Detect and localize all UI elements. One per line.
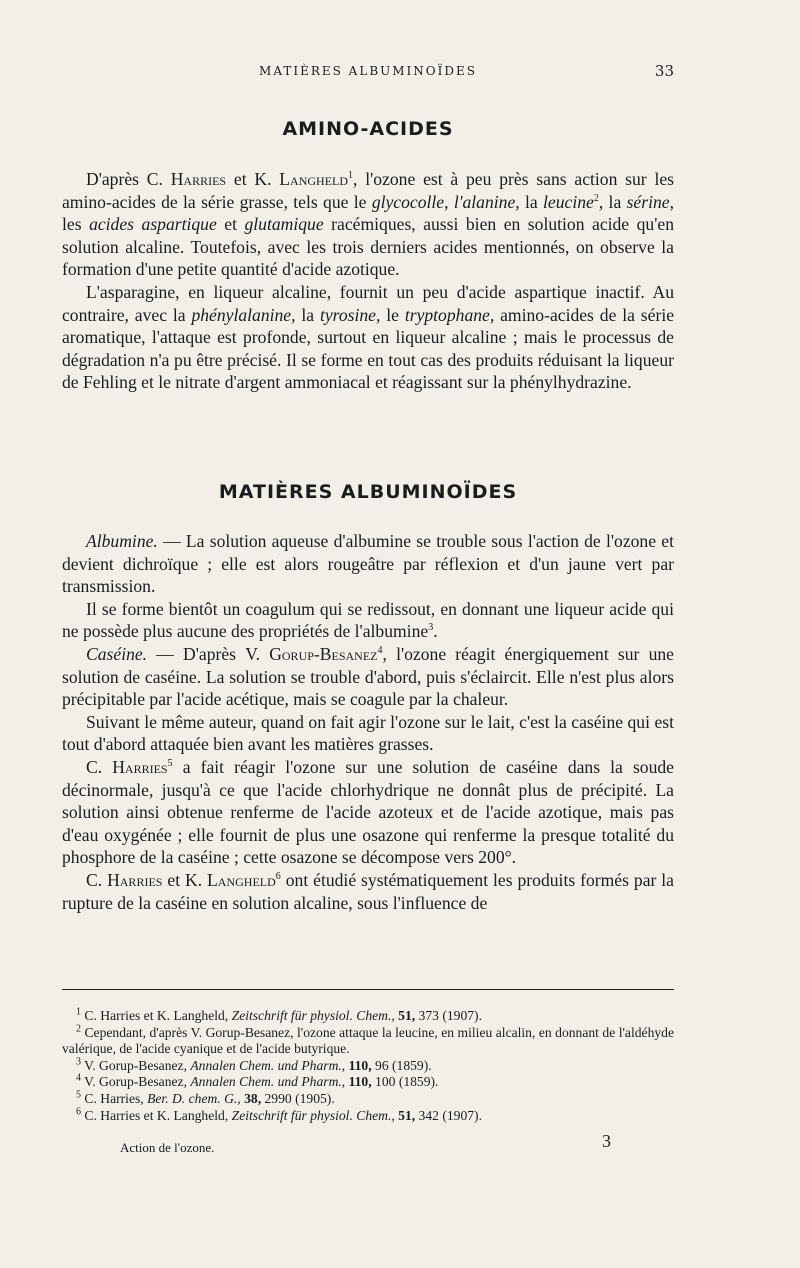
- paragraph: Caséine. — D'après V. Gorup-Besanez$^4$, l'ozone réagit énergiquement sur une solution de caséine. La solution se trouble d'abord, puis s'éclaircit. Elle n'est plus alors précipitable par l'acide acétique, mais se coagule par la chaleur.: [62, 643, 674, 710]
- footnote: $^3$ V. Gorup-Besanez, Annalen Chem. und Pharm., 110, 96 (1859).: [76, 1056, 432, 1073]
- footer-label: Action de l'ozone.: [120, 1140, 215, 1155]
- footnote-rule: [62, 989, 674, 990]
- signature-mark: 3: [602, 1131, 611, 1151]
- paragraph: Il se forme bientôt un coagulum qui se redissout, en donnant une liqueur acide qui ne possède plus aucune des propriétés de l'albumine$^3$.: [62, 598, 674, 642]
- footnotes: [62, 1008, 674, 1124]
- running-title: MATIÈRES ALBUMINOÏDES: [259, 64, 477, 78]
- footnote: $^1$ C. Harries et K. Langheld, Zeitschrift für physiol. Chem., 51, 373 (1907).: [76, 1006, 482, 1023]
- running-head: [62, 64, 674, 84]
- footnote: $^2$ Cependant, d'après V. Gorup-Besanez, l'ozone attaque la leucine, en milieu alcalin, en donnant de l'aldéhyde valérique, de l'acide cyanique et de l'acide butyrique.: [62, 1023, 675, 1057]
- paragraph: C. Harries et K. Langheld$^6$ ont étudié systématiquement les produits formés par la rupture de la caséine en solution alcaline, sous l'influence de: [62, 869, 674, 913]
- paragraph: Albumine. — La solution aqueuse d'albumine se trouble sous l'action de l'ozone et devient dichroïque ; elle est alors rougeâtre par réflexion et d'un jaune vert par transmission.: [62, 531, 674, 597]
- footnote: $^4$ V. Gorup-Besanez, Annalen Chem. und Pharm., 110, 100 (1859).: [76, 1072, 439, 1090]
- footnote: $^5$ C. Harries, Ber. D. chem. G., 38, 2990 (1905).: [76, 1089, 335, 1106]
- section-amino-acides-body: [62, 168, 674, 394]
- section-heading-amino-acides: AMINO-ACIDES: [282, 118, 454, 140]
- footnote: $^6$ C. Harries et K. Langheld, Zeitschrift für physiol. Chem., 51, 342 (1907).: [76, 1106, 482, 1123]
- paragraph: Suivant le même auteur, quand on fait agir l'ozone sur le lait, c'est la caséine qui est tout d'abord attaquée bien avant les matières grasses.: [62, 711, 674, 755]
- paragraph: C. Harries$^5$ a fait réagir l'ozone sur une solution de caséine dans la soude décinormale, jusqu'à ce que l'acide chlorhydrique ne donnât plus de précipité. La solution ainsi obtenue renferme de l'acide azoteux et de l'acide azotique, mais pas d'eau oxygénée ; elle fournit de plus une osazone qui renferme la presque totalité du phosphore de la caséine ; cette osazone se décompose vers 200°.: [62, 756, 674, 868]
- page-number: 33: [654, 62, 674, 80]
- paragraph: L'asparagine, en liqueur alcaline, fournit un peu d'acide aspartique inactif. Au contraire, avec la phénylalanine, la tyrosine, le tryptophane, amino-acides de la série aromatique, l'attaque est profonde, surtout en liqueur alcaline ; mais le processus de dégradation n'a pu être précisé. Il se forme en tout cas des produits réduisant la liqueur de Fehling et le nitrate d'argent ammoniacal et réagissant sur la phénylhydrazine.: [62, 281, 675, 393]
- paragraph: D'après C. Harries et K. Langheld$^1$, l'ozone est à peu près sans action sur les amino-acides de la série grasse, tels que le glycocolle, l'alanine, la leucine$^2$, la sérine, les acides aspartique et glutamique racémiques, aussi bien en solution acide qu'en solution alcaline. Toutefois, avec les trois derniers acides mentionnés, on observe la formation d'une petite quantité d'acide azotique.: [62, 169, 674, 280]
- section-heading-matieres-albuminoides: MATIÈRES ALBUMINOÏDES: [218, 481, 518, 503]
- section-albuminoides-body: [62, 530, 674, 914]
